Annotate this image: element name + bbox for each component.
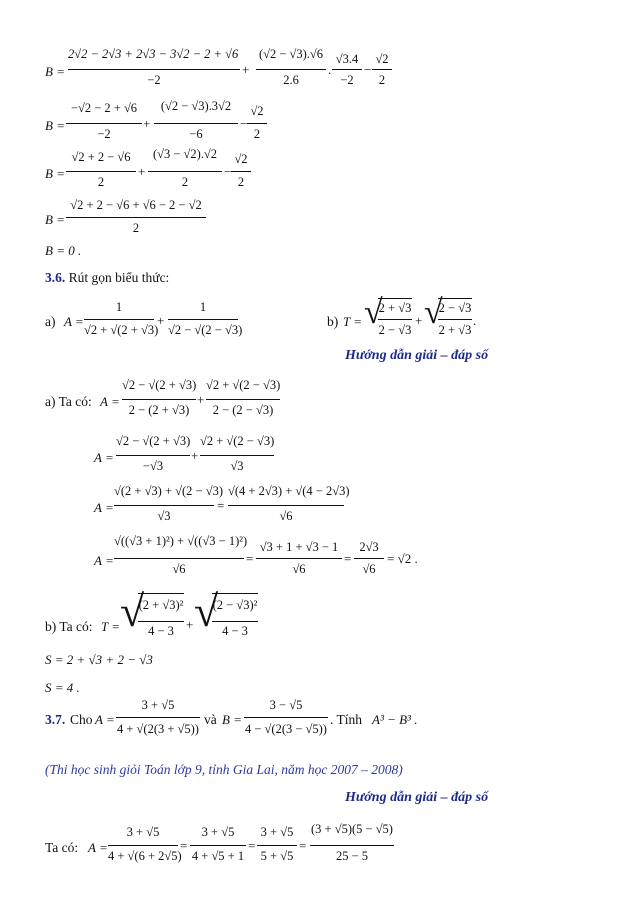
numerator: (√2 − √3).3√2 xyxy=(160,99,232,113)
radical-sign: √ xyxy=(120,587,145,636)
solution-heading: Hướng dẫn giải – đáp số xyxy=(345,790,489,805)
denominator: −2 xyxy=(147,73,161,87)
source-note: (Thi học sinh giỏi Toán lớp 9, tỉnh Gia Lai, năm học 2007 – 2008) xyxy=(45,762,403,777)
lhs: B = xyxy=(45,64,65,79)
fraction-bar xyxy=(66,217,206,218)
denominator: 2 xyxy=(237,175,245,189)
lhs: B = xyxy=(45,166,65,181)
exercise-number: 3.6. xyxy=(45,270,66,285)
denominator: 2 xyxy=(378,73,386,87)
numerator: √2 xyxy=(250,104,264,118)
numerator: √3.4 xyxy=(335,52,359,66)
numerator: (√3 − √2).√2 xyxy=(152,147,218,161)
fraction-bar xyxy=(332,69,362,70)
radical-sign: √ xyxy=(424,294,443,331)
denominator: 2 xyxy=(181,175,189,189)
numerator: −√2 − 2 + √6 xyxy=(70,101,138,115)
numerator: 2√2 − 2√3 + 2√3 − 3√2 − 2 + √6 xyxy=(68,47,239,61)
denominator: 2.6 xyxy=(283,73,299,87)
denominator: 2 xyxy=(253,127,261,141)
b-step-2: S = 2 + √3 + 2 − √3 xyxy=(45,652,153,667)
fraction-bar xyxy=(231,171,251,172)
ex36-heading xyxy=(45,270,169,286)
fraction-bar xyxy=(66,123,142,124)
solution-b-intro: b) Ta có: xyxy=(45,619,93,634)
exercise-number: 3.7. xyxy=(45,712,66,727)
fraction-bar xyxy=(154,123,238,124)
numerator: √2 xyxy=(234,152,248,166)
solution-heading: Hướng dẫn giải – đáp số xyxy=(345,348,489,363)
numerator: √2 + 2 − √6 xyxy=(71,150,131,164)
denominator: −2 xyxy=(97,127,111,141)
b-result: B = 0 . xyxy=(45,243,82,258)
fraction-bar xyxy=(247,123,267,124)
numerator: √2 + 2 − √6 + √6 − 2 − √2 xyxy=(70,198,202,212)
fraction-bar xyxy=(66,171,136,172)
denominator: −6 xyxy=(189,127,203,141)
radical-sign: √ xyxy=(194,587,219,636)
lhs: B = xyxy=(45,212,65,227)
fraction-bar xyxy=(148,171,222,172)
fraction-bar xyxy=(256,69,326,70)
numerator: √2 xyxy=(375,52,389,66)
denominator: 2 xyxy=(132,221,140,235)
b-step-3: S = 4 . xyxy=(45,680,80,695)
solution-a-intro: a) Ta có: xyxy=(45,394,92,409)
denominator: 2 xyxy=(97,175,105,189)
fraction-bar xyxy=(68,69,240,70)
fraction-bar xyxy=(372,69,392,70)
lhs: B = xyxy=(45,118,65,133)
radical-sign: √ xyxy=(364,294,383,331)
denominator: −2 xyxy=(340,73,354,87)
numerator: (√2 − √3).√6 xyxy=(258,47,324,61)
exercise-title: Rút gọn biểu thức: xyxy=(68,270,170,285)
